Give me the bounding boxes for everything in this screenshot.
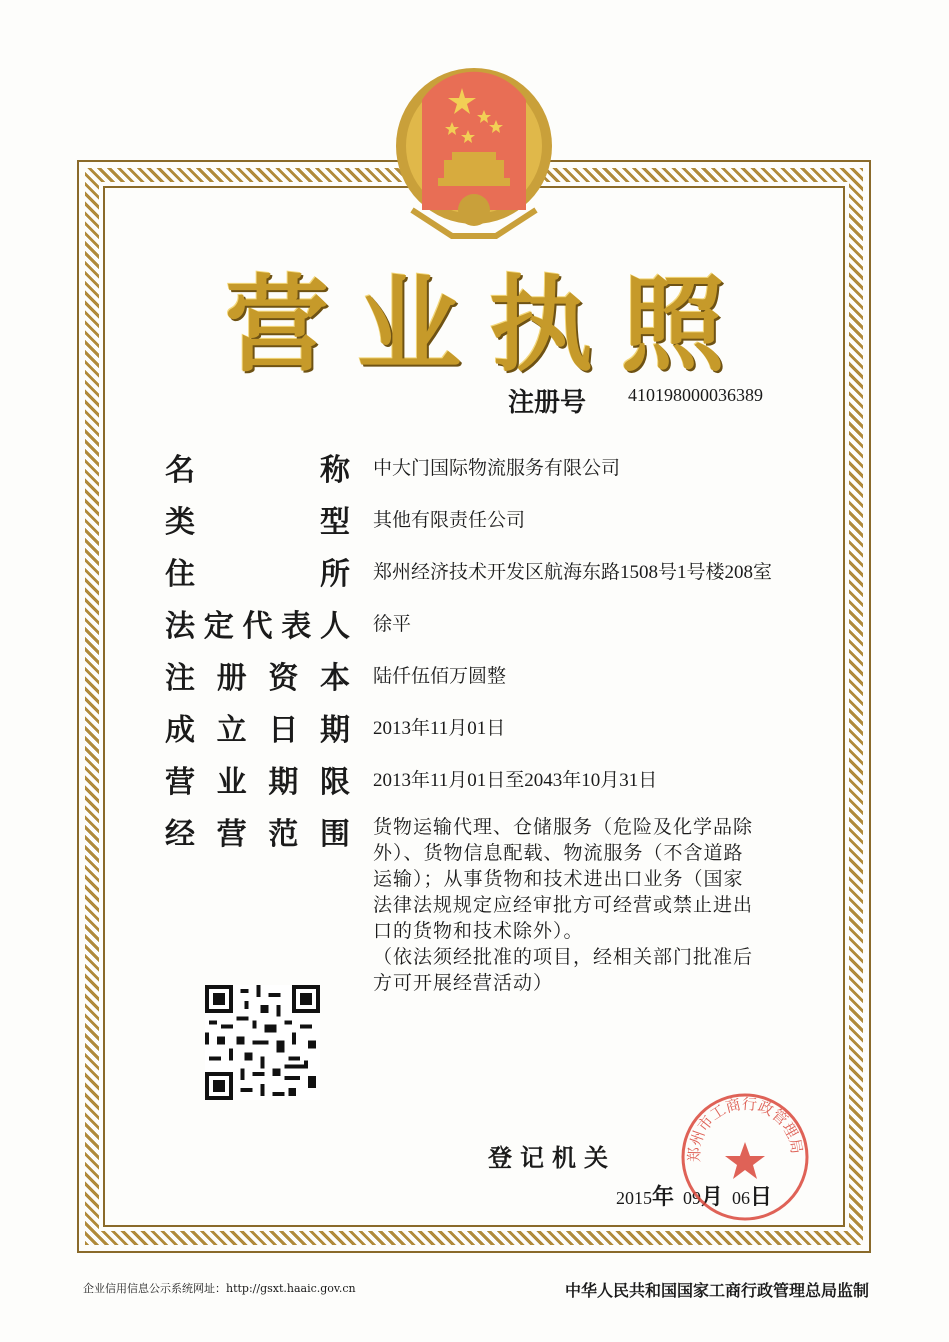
registration-number: 410198000036389 — [628, 385, 763, 405]
scope-line: 货物运输代理、仓储服务（危险及化学品除 — [373, 817, 754, 838]
label-char: 营 — [165, 765, 195, 800]
label-char: 立 — [216, 713, 247, 748]
certificate-title — [225, 265, 725, 385]
national-emblem-icon — [392, 60, 557, 240]
title-char: 营 — [225, 264, 330, 386]
label-char: 期 — [268, 765, 299, 800]
label-char: 期 — [319, 713, 350, 748]
label-char: 型 — [320, 505, 350, 540]
field-type — [165, 497, 845, 541]
label-char: 围 — [319, 817, 350, 852]
label-char: 表 — [281, 609, 312, 644]
date-month: 09 — [683, 1188, 702, 1208]
date-day: 06 — [732, 1188, 751, 1208]
date-month-char: 月 — [701, 1185, 724, 1210]
label-char: 营 — [216, 817, 247, 852]
label-char: 称 — [320, 453, 350, 488]
field-value: 郑州经济技术开发区航海东路1508号1号楼208室 — [373, 562, 773, 583]
scope-line: 运输）；从事货物和技术进出口业务（国家 — [373, 869, 744, 890]
label-char: 本 — [319, 661, 350, 696]
label-char: 名 — [165, 453, 195, 488]
scope-line: （依法须经批准的项目，经相关部门批准后 — [373, 947, 754, 968]
field-legal-representative — [165, 601, 845, 645]
label-char: 资 — [268, 661, 299, 696]
scope-line: 法律法规规定应经审批方可经营或禁止进出 — [373, 895, 754, 916]
field-value: 徐平 — [373, 614, 412, 635]
label-char: 范 — [268, 817, 299, 852]
field-value: 陆仟伍佰万圆整 — [373, 666, 507, 687]
title-char: 照 — [620, 264, 725, 386]
label-char: 人 — [320, 609, 350, 644]
date-year: 2015 — [616, 1188, 652, 1208]
label-char: 经 — [165, 817, 195, 852]
label-char: 注 — [165, 661, 195, 696]
title-char: 业 — [356, 264, 461, 386]
field-address — [165, 549, 845, 593]
business-scope-text — [373, 815, 818, 997]
label-char: 代 — [242, 609, 273, 644]
footer-supervisor: 中华人民共和国国家工商行政管理总局监制 — [565, 1281, 870, 1300]
registration-authority-label: 登记机关 — [488, 1144, 616, 1172]
registration-label: 注册号 — [508, 388, 587, 418]
svg-text:郑州市工商行政管理局: 郑州市工商行政管理局 — [685, 1094, 806, 1163]
label-char: 所 — [320, 557, 350, 592]
label-char: 限 — [319, 765, 350, 800]
official-seal-stamp — [678, 1090, 813, 1225]
qr-code-icon — [205, 985, 320, 1100]
date-day-char: 日 — [750, 1185, 773, 1210]
field-value: 中大门国际物流服务有限公司 — [373, 458, 621, 479]
label-char: 类 — [165, 505, 195, 540]
field-establishment-date — [165, 705, 845, 749]
label-char: 册 — [216, 661, 247, 696]
field-business-term — [165, 757, 845, 801]
label-char: 定 — [203, 609, 234, 644]
field-registered-capital — [165, 653, 845, 697]
scope-line: 口的货物和技术除外）。 — [373, 921, 584, 942]
field-value: 其他有限责任公司 — [373, 510, 526, 531]
field-name — [165, 445, 845, 489]
label-char: 日 — [268, 713, 299, 748]
date-year-char: 年 — [652, 1185, 675, 1210]
label-char: 住 — [165, 557, 195, 592]
footer-website: 企业信用信息公示系统网址：http://gsxt.haaic.gov.cn — [83, 1282, 356, 1295]
label-char: 业 — [216, 765, 247, 800]
title-char: 执 — [488, 264, 593, 386]
scope-line: 外）、货物信息配载、物流服务（不含道路 — [373, 843, 744, 864]
field-value: 2013年11月01日 — [373, 718, 506, 739]
label-char: 成 — [165, 713, 195, 748]
field-value: 2013年11月01日至2043年10月31日 — [373, 770, 658, 791]
label-char: 法 — [165, 609, 195, 644]
scope-line: 方可开展经营活动） — [373, 973, 554, 994]
